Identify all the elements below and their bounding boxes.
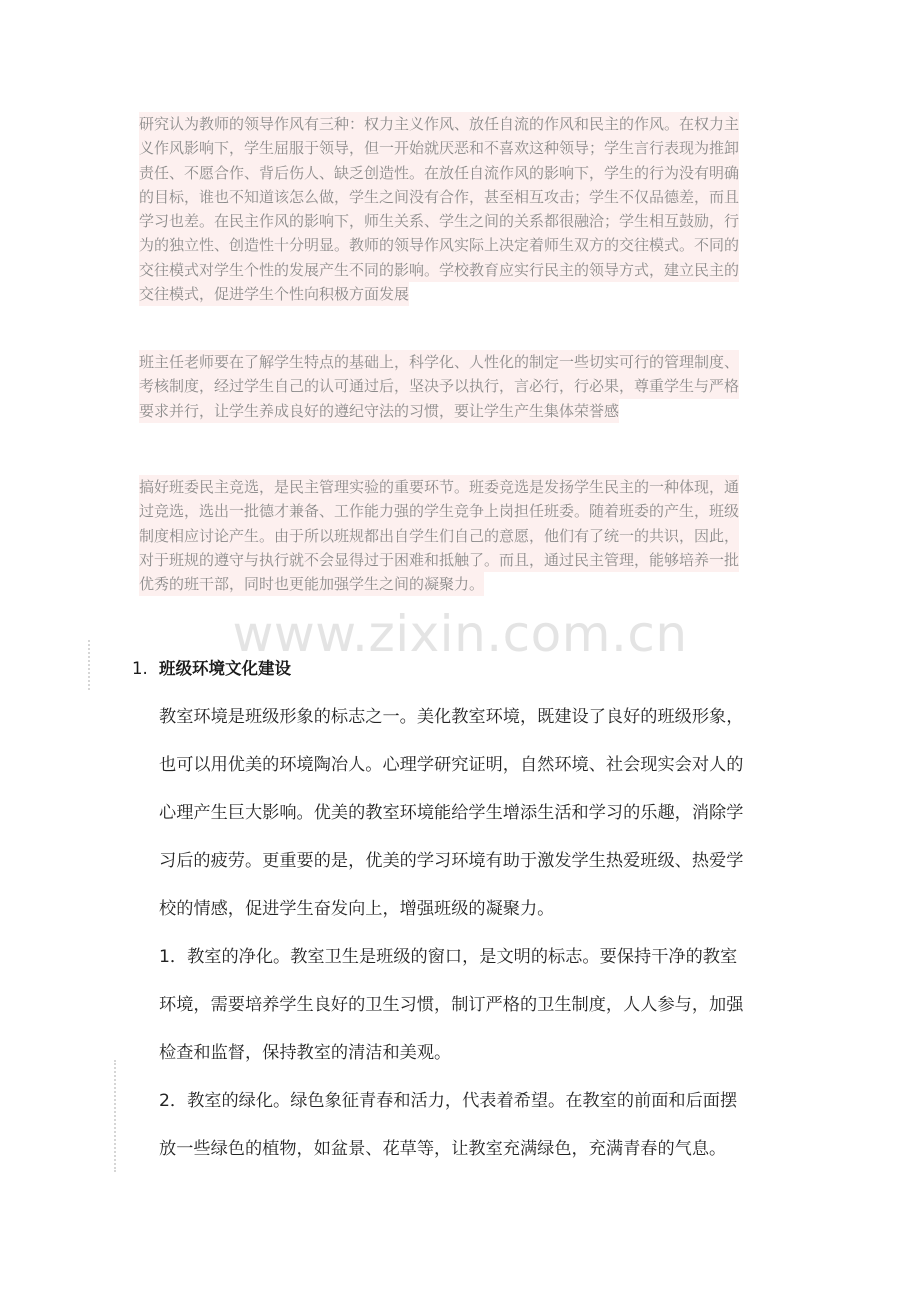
- text-line: 交往模式对学生个性的发展产生不同的影响。学校教育应实行民主的领导方式，建立民主的: [139, 258, 739, 282]
- section-title: 班级环境文化建设: [159, 659, 291, 678]
- text-line: 对于班规的遵守与执行就不会显得过于困难和抵触了。而且，通过民主管理，能够培养一批: [139, 548, 739, 572]
- text-line: 制度相应讨论产生。由于所以班规都出自学生们自己的意愿，他们有了统一的共识，因此，: [139, 524, 739, 548]
- paragraph-class-rules: [139, 350, 805, 423]
- text-line: 搞好班委民主竞选，是民主管理实验的重要环节。班委竞选是发扬学生民主的一种体现，通: [139, 475, 739, 499]
- text-line: 要求并行，让学生养成良好的遵纪守法的习惯，要让学生产生集体荣誉感: [139, 399, 619, 423]
- body-line: 心理产生巨大影响。优美的教室环境能给学生增添生活和学习的乐趣，消除学: [159, 803, 744, 823]
- text-line: 考核制度，经过学生自己的认可通过后，坚决予以执行，言必行，行必果，尊重学生与严格: [139, 374, 739, 398]
- text-line: 责任、不愿合作、背后伤人、缺乏创造性。在放任自流作风的影响下，学生的行为没有明确: [139, 161, 739, 185]
- text-line: 过竞选，选出一批德才兼备、工作能力强的学生竞争上岗担任班委。随着班委的产生，班级: [139, 499, 739, 523]
- dotted-margin-rule: [88, 640, 90, 690]
- body-line: 也可以用优美的环境陶冶人。心理学研究证明，自然环境、社会现实会对人的: [159, 755, 744, 775]
- dotted-margin-rule: [114, 1060, 116, 1172]
- paragraph-class-committee-election: [139, 475, 805, 596]
- text-line: 优秀的班干部，同时也更能加强学生之间的凝聚力。: [139, 572, 484, 596]
- section-number: 1.: [132, 659, 148, 678]
- body-line: 1．教室的净化。教室卫生是班级的窗口，是文明的标志。要保持干净的教室: [159, 947, 738, 967]
- text-line: 学习也差。在民主作风的影响下，师生关系、学生之间的关系都很融洽；学生相互鼓励，行: [139, 209, 739, 233]
- watermark: www.zixin.com.cn: [232, 605, 688, 663]
- body-line: 放一些绿色的植物，如盆景、花草等，让教室充满绿色，充满青春的气息。: [159, 1139, 727, 1159]
- body-line: 教室环境是班级形象的标志之一。美化教室环境，既建设了良好的班级形象，: [159, 707, 744, 727]
- text-line: 班主任老师要在了解学生特点的基础上，科学化、人性化的制定一些切实可行的管理制度、: [139, 350, 739, 374]
- body-line: 校的情感，促进学生奋发向上，增强班级的凝聚力。: [159, 899, 555, 919]
- paragraph-leadership-styles: [139, 112, 805, 306]
- text-line: 研究认为教师的领导作风有三种：权力主义作风、放任自流的作风和民主的作风。在权力主: [139, 112, 739, 136]
- text-line: 交往模式，促进学生个性向积极方面发展: [139, 282, 409, 306]
- text-line: 的目标，谁也不知道该怎么做，学生之间没有合作，甚至相互攻击；学生不仅品德差，而且: [139, 185, 739, 209]
- body-line: 环境，需要培养学生良好的卫生习惯，制订严格的卫生制度，人人参与，加强: [159, 995, 744, 1015]
- body-line: 习后的疲劳。更重要的是，优美的学习环境有助于激发学生热爱班级、热爱学: [159, 851, 744, 871]
- text-line: 义作风影响下，学生屈服于领导，但一开始就厌恶和不喜欢这种领导；学生言行表现为推卸: [139, 136, 739, 160]
- text-line: 为的独立性、创造性十分明显。教师的领导作风实际上决定着师生双方的交往模式。不同的: [139, 233, 739, 257]
- section-heading: [132, 656, 291, 682]
- body-line: 检查和监督，保持教室的清洁和美观。: [159, 1043, 452, 1063]
- body-line: 2．教室的绿化。绿色象征青春和活力，代表着希望。在教室的前面和后面摆: [159, 1091, 738, 1111]
